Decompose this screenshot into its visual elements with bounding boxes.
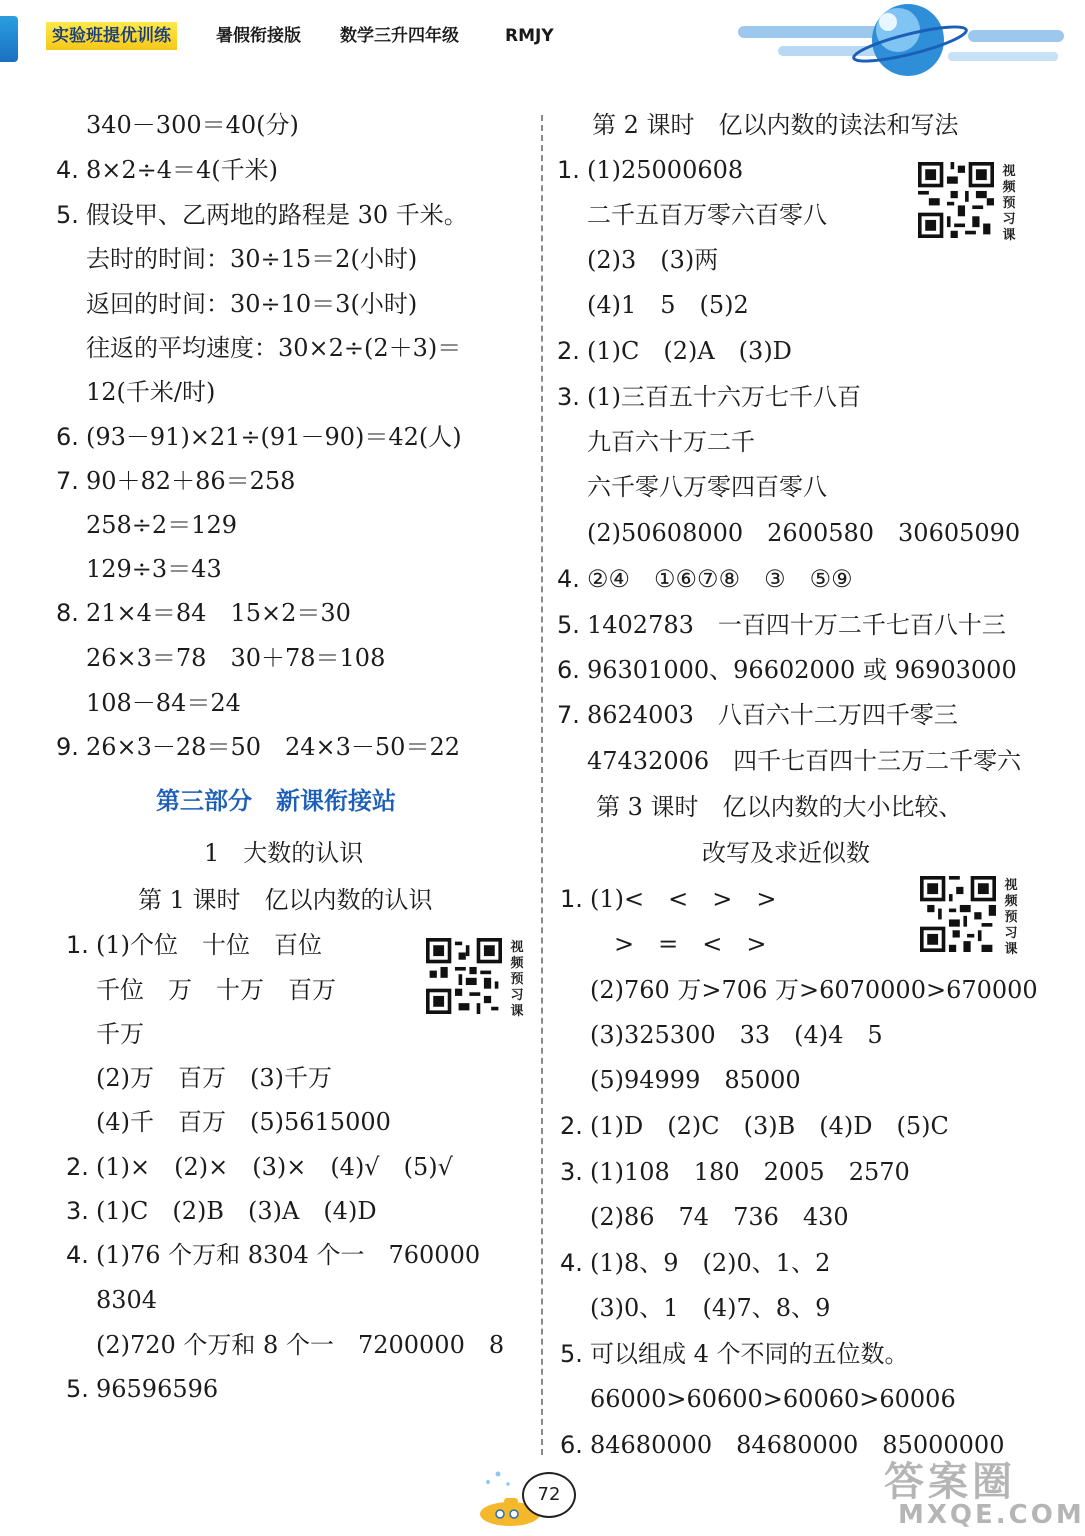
answer-line: 21×4＝84 15×2＝30	[86, 599, 351, 627]
page-number: 72	[522, 1472, 576, 1518]
qr-code-icon[interactable]	[426, 938, 502, 1014]
answer-line: 258÷2＝129	[86, 511, 237, 539]
question-number: 1.	[560, 885, 583, 913]
answer-line: 66000>60600>60060>60006	[590, 1385, 956, 1413]
question-number: 4.	[560, 1249, 583, 1277]
question-number: 6.	[560, 1431, 583, 1459]
answer-line: 129÷3＝43	[86, 555, 222, 583]
answer-line: 8304	[96, 1286, 158, 1314]
answer-line: (2)760 万>706 万>6070000>670000	[590, 976, 1038, 1004]
answer-line: (3)325300 33 (4)4 5	[590, 1021, 883, 1049]
question-number: 2.	[66, 1153, 89, 1181]
answer-line: 96301000、96602000 或 96903000	[587, 656, 1017, 684]
answer-line: (1)三百五十六万七千八百	[587, 383, 861, 411]
answer-line: 返回的时间：30÷10＝3(小时)	[86, 290, 418, 318]
answer-line: (2)86 74 736 430	[590, 1203, 849, 1231]
answer-line: 90＋82＋86＝258	[86, 467, 296, 495]
answer-line: (3)0、1 (4)7、8、9	[590, 1294, 831, 1322]
answer-line: (1)C (2)A (3)D	[587, 337, 792, 365]
series-title: 实验班提优训练	[46, 22, 177, 50]
column-divider	[541, 115, 543, 1455]
question-number: 1.	[557, 156, 580, 184]
answer-line: (4)千 百万 (5)5615000	[96, 1108, 391, 1136]
answer-line: ②④ ①⑥⑦⑧ ③ ⑤⑨	[587, 565, 853, 593]
answer-line: 九百六十万二千	[587, 428, 755, 456]
question-number: 4.	[56, 156, 79, 184]
answer-line: 可以组成 4 个不同的五位数。	[590, 1340, 909, 1368]
question-number: 6.	[56, 423, 79, 451]
qr-code-icon[interactable]	[920, 876, 996, 952]
answer-line: (1)108 180 2005 2570	[590, 1158, 910, 1186]
lesson1-heading: 第 1 课时 亿以内数的认识	[138, 886, 433, 914]
answer-line: 96596596	[96, 1375, 219, 1403]
answer-line: 千万	[96, 1020, 144, 1048]
question-number: 3.	[560, 1158, 583, 1186]
answer-line: 108－84＝24	[86, 689, 241, 717]
answer-line: 往返的平均速度：30×2÷(2＋3)＝	[86, 334, 462, 362]
qr-video-label: 视频预习课	[510, 940, 524, 1019]
answer-line: > = < >	[590, 930, 767, 958]
planet-decoration-icon	[738, 0, 1064, 90]
subject-label: 数学三升四年级	[340, 26, 459, 46]
answer-line: (93－91)×21÷(91－90)＝42(人)	[86, 423, 462, 451]
answer-line: (2)720 个万和 8 个一 7200000 8	[96, 1331, 505, 1359]
header-stripe	[0, 16, 18, 62]
question-number: 6.	[557, 656, 580, 684]
qr-video-label: 视频预习课	[1002, 164, 1016, 243]
question-number: 4.	[557, 565, 580, 593]
chapter-heading: 1 大数的认识	[204, 839, 364, 867]
question-number: 3.	[557, 383, 580, 411]
answer-line: 1402783 一百四十万二千七百八十三	[587, 611, 1006, 639]
question-number: 5.	[56, 201, 79, 229]
question-number: 5.	[557, 611, 580, 639]
lesson2-heading: 第 2 课时 亿以内数的读法和写法	[592, 111, 959, 139]
answer-line: 47432006 四千七百四十三万二千零六	[587, 747, 1022, 775]
qr-code-icon[interactable]	[918, 162, 994, 238]
answer-line: (1)D (2)C (3)B (4)D (5)C	[590, 1112, 949, 1140]
qr-video-label: 视频预习课	[1004, 878, 1018, 957]
question-number: 7.	[557, 701, 580, 729]
question-number: 1.	[66, 931, 89, 959]
question-number: 9.	[56, 733, 79, 761]
answer-line: 26×3－28＝50 24×3－50＝22	[86, 733, 460, 761]
version-label: RMJY	[505, 26, 554, 46]
answer-line: 六千零八万零四百零八	[587, 473, 827, 501]
answer-line: 340－300＝40(分)	[86, 111, 299, 139]
question-number: 8.	[56, 599, 79, 627]
question-number: 2.	[560, 1112, 583, 1140]
answer-line: (2)万 百万 (3)千万	[96, 1064, 332, 1092]
answer-line: (1)C (2)B (3)A (4)D	[96, 1197, 377, 1225]
question-number: 5.	[66, 1375, 89, 1403]
question-number: 3.	[66, 1197, 89, 1225]
part3-heading: 第三部分 新课衔接站	[156, 787, 396, 815]
edition-label: 暑假衔接版	[216, 26, 301, 46]
answer-line: (1)76 个万和 8304 个一 760000	[96, 1241, 481, 1269]
question-number: 2.	[557, 337, 580, 365]
answer-line: (1)25000608	[587, 156, 744, 184]
lesson3-heading-line2: 改写及求近似数	[702, 839, 870, 867]
question-number: 5.	[560, 1340, 583, 1368]
answer-line: (2)50608000 2600580 30605090	[587, 519, 1021, 547]
answer-line: 假设甲、乙两地的路程是 30 千米。	[86, 201, 468, 229]
watermark	[868, 1448, 1085, 1536]
answer-line: 84680000 84680000 85000000	[590, 1431, 1005, 1459]
answer-line: (1)< < > >	[590, 885, 777, 913]
answer-line: (5)94999 85000	[590, 1066, 801, 1094]
answer-line: (1)8、9 (2)0、1、2	[590, 1249, 831, 1277]
answer-line: 二千五百万零六百零八	[587, 201, 827, 229]
answer-line: (1)× (2)× (3)× (4)√ (5)√	[96, 1153, 453, 1181]
answer-line: (4)1 5 (5)2	[587, 291, 749, 319]
answer-line: (1)个位 十位 百位	[96, 931, 322, 959]
watermark-url: MXQE.COM	[898, 1500, 1085, 1530]
answer-line: (2)3 (3)两	[587, 246, 719, 274]
question-number: 7.	[56, 467, 79, 495]
question-number: 4.	[66, 1241, 89, 1269]
answer-line: 26×3＝78 30＋78＝108	[86, 644, 386, 672]
answer-line: 去时的时间：30÷15＝2(小时)	[86, 245, 418, 273]
answer-line: 8×2÷4＝4(千米)	[86, 156, 279, 184]
answer-line: 8624003 八百六十二万四千零三	[587, 701, 958, 729]
answer-line: 12(千米/时)	[86, 378, 216, 406]
answer-line: 千位 万 十万 百万	[96, 976, 336, 1004]
page-header	[0, 0, 1064, 90]
lesson3-heading-line1: 第 3 课时 亿以内数的大小比较、	[596, 793, 963, 821]
watermark-title: 答案圈	[884, 1459, 1016, 1505]
